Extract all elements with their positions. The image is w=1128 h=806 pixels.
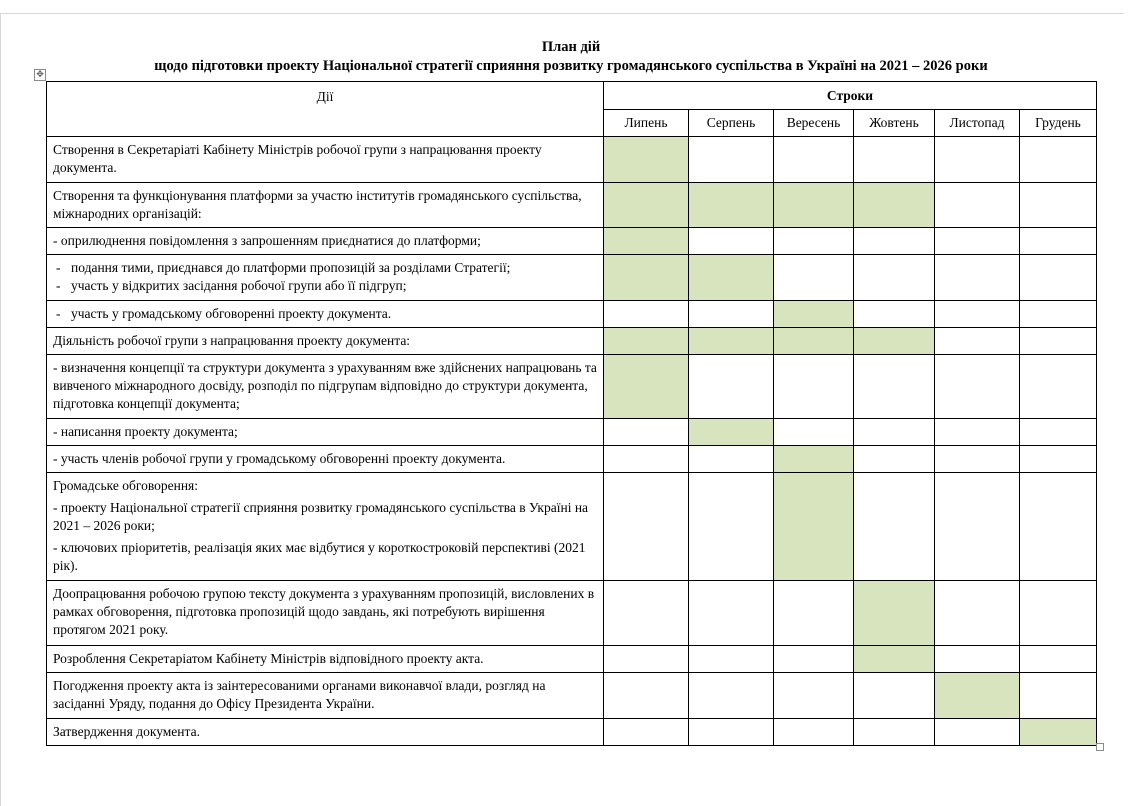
- schedule-cell-active[interactable]: [604, 137, 689, 183]
- schedule-cell-active[interactable]: [604, 328, 689, 355]
- schedule-cell-active[interactable]: [854, 183, 935, 228]
- schedule-cell-active[interactable]: [774, 328, 854, 355]
- schedule-cell[interactable]: [935, 719, 1020, 746]
- schedule-cell[interactable]: [689, 228, 774, 255]
- schedule-cell[interactable]: [1020, 228, 1097, 255]
- title-line-2: щодо підготовки проекту Національної стратегії сприяння розвитку громадянського суспільства в Україні на 2021 – 2026 роки: [154, 58, 988, 74]
- action-cell[interactable]: [47, 446, 604, 473]
- schedule-cell[interactable]: [935, 137, 1020, 183]
- schedule-cell-active[interactable]: [689, 255, 774, 301]
- schedule-cell[interactable]: [604, 419, 689, 446]
- schedule-cell[interactable]: [1020, 419, 1097, 446]
- schedule-cell[interactable]: [1020, 473, 1097, 581]
- action-text: - участь членів робочої групи у громадському обговоренні проекту документа.: [53, 451, 506, 466]
- table-row: [47, 419, 1097, 446]
- month-header: Вересень: [774, 110, 854, 137]
- schedule-cell[interactable]: [604, 473, 689, 581]
- action-text: Громадське обговорення:: [53, 478, 198, 493]
- action-text: Доопрацювання робочою групою тексту документа з урахуванням пропозицій, висловлених в рамках обговорення, підготовка пропозицій щодо завдань, які потребують вирішення протягом 2021 року.: [53, 586, 595, 637]
- table-row: [47, 646, 1097, 673]
- schedule-cell[interactable]: [689, 719, 774, 746]
- schedule-cell[interactable]: [935, 419, 1020, 446]
- schedule-cell[interactable]: [1020, 255, 1097, 301]
- table-resize-handle[interactable]: [1096, 743, 1104, 751]
- schedule-cell-active[interactable]: [604, 355, 689, 419]
- schedule-cell-active[interactable]: [604, 255, 689, 301]
- schedule-cell[interactable]: [774, 355, 854, 419]
- schedule-cell[interactable]: [604, 301, 689, 328]
- schedule-cell-active[interactable]: [774, 446, 854, 473]
- schedule-cell[interactable]: [854, 719, 935, 746]
- schedule-cell[interactable]: [1020, 183, 1097, 228]
- action-text: Погодження проекту акта із заінтересованими органами виконавчої влади, розгляд на засіданні Уряду, подання до Офісу Президента України.: [53, 678, 546, 711]
- schedule-cell-active[interactable]: [774, 473, 854, 581]
- action-text: Діяльність робочої групи з напрацювання проекту документа:: [53, 333, 411, 348]
- schedule-cell-active[interactable]: [854, 646, 935, 673]
- action-text: - написання проекту документа;: [53, 424, 238, 439]
- action-cell[interactable]: [47, 228, 604, 255]
- schedule-cell[interactable]: [854, 446, 935, 473]
- schedule-cell[interactable]: [689, 137, 774, 183]
- schedule-cell[interactable]: [774, 673, 854, 719]
- action-text: - ключових пріоритетів, реалізація яких має відбутися у короткостроковій перспективі (2021 рік).: [53, 540, 586, 573]
- schedule-cell[interactable]: [1020, 581, 1097, 646]
- action-cell[interactable]: [47, 719, 604, 746]
- schedule-cell-active[interactable]: [774, 183, 854, 228]
- table-row: [47, 355, 1097, 419]
- table-move-handle-icon[interactable]: ✥: [34, 69, 46, 81]
- schedule-cell-active[interactable]: [689, 419, 774, 446]
- schedule-cell[interactable]: [854, 673, 935, 719]
- action-cell[interactable]: [47, 581, 604, 646]
- schedule-cell[interactable]: [935, 473, 1020, 581]
- action-text: Затвердження документа.: [53, 724, 200, 739]
- schedule-cell-active[interactable]: [604, 183, 689, 228]
- action-text: Розроблення Секретаріатом Кабінету Міністрів відповідного проекту акта.: [53, 651, 484, 666]
- schedule-cell-active[interactable]: [604, 228, 689, 255]
- schedule-cell-active[interactable]: [854, 328, 935, 355]
- schedule-cell[interactable]: [604, 446, 689, 473]
- schedule-cell[interactable]: [689, 581, 774, 646]
- action-cell[interactable]: [47, 183, 604, 228]
- schedule-cell[interactable]: [935, 646, 1020, 673]
- schedule-cell[interactable]: [854, 301, 935, 328]
- action-cell[interactable]: [47, 137, 604, 183]
- schedule-cell[interactable]: [1020, 137, 1097, 183]
- action-bullet: - участь у громадському обговоренні проекту документа.: [53, 305, 597, 323]
- table-row: [47, 719, 1097, 746]
- action-text: - проекту Національної стратегії сприяння розвитку громадянського суспільства в Україні на 2021 – 2026 роки;: [53, 500, 589, 533]
- schedule-cell[interactable]: [935, 581, 1020, 646]
- table-row: [47, 473, 1097, 581]
- action-bullet: - участь у відкритих засідання робочої групи або її підгруп;: [53, 277, 597, 295]
- action-cell[interactable]: [47, 328, 604, 355]
- table-row: [47, 183, 1097, 228]
- title-line-1: План дій: [541, 39, 601, 55]
- schedule-cell[interactable]: [1020, 446, 1097, 473]
- schedule-cell[interactable]: [935, 446, 1020, 473]
- action-text: - визначення концепції та структури документа з урахуванням вже здійснених напрацювань та вивченого міжнародного досвіду, розподіл по підгрупам відповідно до структури документа, підготовка концепції документа;: [53, 360, 597, 411]
- schedule-cell[interactable]: [604, 646, 689, 673]
- schedule-cell[interactable]: [854, 255, 935, 301]
- action-text: Створення та функціонування платформи за участю інститутів громадянського суспільства, міжнародних організацій:: [53, 188, 582, 221]
- table-row: [47, 255, 1097, 301]
- action-text: Створення в Секретаріаті Кабінету Міністрів робочої групи з напрацювання проекту документа.: [53, 142, 542, 175]
- action-plan-table: [46, 81, 1097, 746]
- action-cell[interactable]: [47, 419, 604, 446]
- schedule-cell-active[interactable]: [689, 183, 774, 228]
- schedule-cell[interactable]: [689, 673, 774, 719]
- schedule-cell[interactable]: [854, 137, 935, 183]
- schedule-cell-active[interactable]: [1020, 719, 1097, 746]
- action-cell[interactable]: [47, 646, 604, 673]
- action-text: - оприлюднення повідомлення з запрошенням приєднатися до платформи;: [53, 233, 481, 248]
- document-title: [46, 38, 1096, 76]
- month-header: Липень: [604, 110, 689, 137]
- schedule-cell[interactable]: [774, 137, 854, 183]
- schedule-cell[interactable]: [935, 228, 1020, 255]
- table-row: [47, 328, 1097, 355]
- schedule-cell[interactable]: [854, 419, 935, 446]
- schedule-cell[interactable]: [774, 719, 854, 746]
- schedule-cell[interactable]: [774, 228, 854, 255]
- schedule-cell[interactable]: [774, 646, 854, 673]
- schedule-cell[interactable]: [854, 355, 935, 419]
- month-header: Листопад: [935, 110, 1020, 137]
- action-cell[interactable]: [47, 673, 604, 719]
- month-header: Грудень: [1020, 110, 1097, 137]
- action-cell[interactable]: [47, 255, 604, 301]
- action-cell[interactable]: [47, 301, 604, 328]
- schedule-cell[interactable]: [935, 355, 1020, 419]
- header-terms: Строки: [604, 82, 1097, 110]
- schedule-cell[interactable]: [1020, 646, 1097, 673]
- table-row: [47, 301, 1097, 328]
- schedule-cell[interactable]: [935, 255, 1020, 301]
- action-cell[interactable]: [47, 473, 604, 581]
- schedule-cell[interactable]: [1020, 673, 1097, 719]
- schedule-cell[interactable]: [774, 581, 854, 646]
- schedule-cell[interactable]: [774, 419, 854, 446]
- schedule-cell[interactable]: [689, 473, 774, 581]
- schedule-cell[interactable]: [935, 328, 1020, 355]
- schedule-cell[interactable]: [1020, 301, 1097, 328]
- schedule-cell[interactable]: [689, 355, 774, 419]
- schedule-cell[interactable]: [854, 228, 935, 255]
- table-row: [47, 137, 1097, 183]
- month-header: Серпень: [689, 110, 774, 137]
- schedule-cell[interactable]: [854, 473, 935, 581]
- header-actions: Дії: [47, 82, 604, 137]
- schedule-cell[interactable]: [604, 673, 689, 719]
- schedule-cell[interactable]: [774, 255, 854, 301]
- schedule-cell[interactable]: [1020, 328, 1097, 355]
- schedule-cell-active[interactable]: [774, 301, 854, 328]
- schedule-cell-active[interactable]: [689, 328, 774, 355]
- month-header: Жовтень: [854, 110, 935, 137]
- schedule-cell[interactable]: [604, 581, 689, 646]
- table-row: [47, 228, 1097, 255]
- schedule-cell-active[interactable]: [935, 673, 1020, 719]
- schedule-cell[interactable]: [689, 446, 774, 473]
- schedule-cell[interactable]: [689, 646, 774, 673]
- schedule-cell-active[interactable]: [854, 581, 935, 646]
- action-bullet: - подання тими, приєднався до платформи пропозицій за розділами Стратегії;: [53, 259, 597, 277]
- schedule-cell[interactable]: [935, 301, 1020, 328]
- table-row: [47, 581, 1097, 646]
- action-cell[interactable]: [47, 355, 604, 419]
- table-row: [47, 446, 1097, 473]
- schedule-cell[interactable]: [1020, 355, 1097, 419]
- schedule-cell[interactable]: [604, 719, 689, 746]
- table-row: [47, 673, 1097, 719]
- schedule-cell[interactable]: [689, 301, 774, 328]
- schedule-cell[interactable]: [935, 183, 1020, 228]
